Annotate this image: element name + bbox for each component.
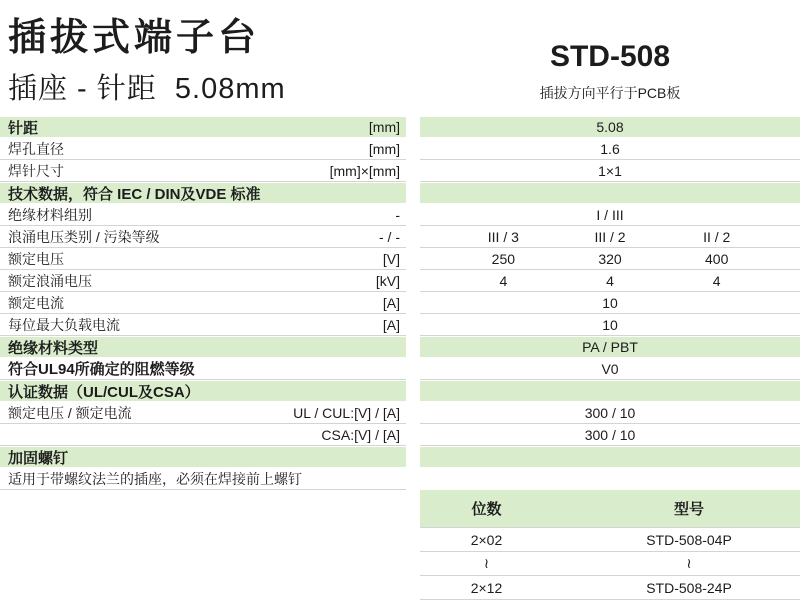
spec-value: III / 2 xyxy=(594,228,626,245)
spec-value-cell xyxy=(420,292,800,314)
spec-value-cell xyxy=(420,447,800,467)
model-table-header-positions: 位数 xyxy=(471,501,502,518)
spec-value-cell xyxy=(420,204,800,226)
spec-label: 额定电压 xyxy=(8,250,64,267)
model-number: STD-508-04P xyxy=(646,531,732,548)
model-positions: 2×02 xyxy=(470,531,503,548)
model-table-row xyxy=(420,528,800,552)
spec-label: 绝缘材料组别 xyxy=(8,206,92,223)
spec-label-cell xyxy=(0,204,406,226)
spec-value: 4 xyxy=(606,272,614,289)
spec-value-cell xyxy=(420,314,800,336)
model-table-row xyxy=(420,576,800,600)
spec-section-technical-data xyxy=(0,182,800,204)
spec-label: 认证数据（UL/CUL及CSA） xyxy=(8,383,200,401)
spec-value-cell xyxy=(420,402,800,424)
spec-value: V0 xyxy=(601,360,619,377)
spec-table xyxy=(0,116,800,490)
spec-label: 额定电流 xyxy=(8,294,64,311)
product-code: STD-508 xyxy=(549,40,671,73)
spec-value: 300 / 10 xyxy=(584,426,636,443)
spec-unit: [kV] xyxy=(375,272,400,289)
spec-value: II / 2 xyxy=(703,228,731,245)
spec-label-cell xyxy=(0,183,406,203)
spec-unit: [mm] xyxy=(368,119,400,135)
spec-value-cell xyxy=(420,117,800,137)
spec-label-cell xyxy=(0,381,406,401)
spec-label-cell xyxy=(0,117,406,137)
spec-label-cell xyxy=(0,160,406,182)
spec-label-cell xyxy=(0,226,406,248)
page-title: 插拔式端子台 xyxy=(8,17,261,59)
spec-unit: [A] xyxy=(382,316,400,333)
spec-label: 适用于带螺纹法兰的插座，必须在焊接前上螺钉 xyxy=(8,470,302,487)
spec-label-cell xyxy=(0,424,406,446)
model-positions: ≀ xyxy=(483,555,490,571)
spec-value: 320 xyxy=(598,250,622,267)
model-table-row-continuation xyxy=(420,552,800,576)
model-table-header-model: 型号 xyxy=(673,501,704,518)
spec-value: III / 3 xyxy=(487,228,519,245)
spec-label: 焊针尺寸 xyxy=(8,162,64,179)
spec-label: 每位最大负载电流 xyxy=(8,316,120,333)
model-number: ≀ xyxy=(686,555,692,571)
spec-row-ul94-rating xyxy=(0,358,800,380)
spec-row-rated-surge-voltage xyxy=(0,270,800,292)
spec-unit: - xyxy=(395,206,400,223)
spec-label-cell xyxy=(0,248,406,270)
spec-row-surge-category xyxy=(0,226,800,248)
spec-value: 300 / 10 xyxy=(584,404,636,421)
spec-unit: [A] xyxy=(382,294,400,311)
spec-label-cell xyxy=(0,337,406,357)
spec-value-cell xyxy=(420,381,800,401)
spec-value-cell xyxy=(420,138,800,160)
spec-row-rated-current xyxy=(0,292,800,314)
spec-row-max-load-current xyxy=(0,314,800,336)
model-table xyxy=(420,490,800,600)
spec-label-cell xyxy=(0,447,406,467)
page-subtitle: 插座 - 针距 5.08mm xyxy=(8,73,286,105)
spec-value: 4 xyxy=(712,272,721,289)
spec-row-csa-rating xyxy=(0,424,800,446)
spec-label-cell xyxy=(0,358,406,380)
spec-row-rated-voltage xyxy=(0,248,800,270)
model-number: STD-508-24P xyxy=(646,579,732,596)
spec-value-cell xyxy=(420,468,800,490)
spec-row-ul-cul-rating xyxy=(0,402,800,424)
spec-unit: - / - xyxy=(379,228,400,245)
spec-value: 400 xyxy=(705,250,729,267)
spec-label: 符合UL94所确定的阻燃等级 xyxy=(8,361,195,378)
spec-row-hole-diameter xyxy=(0,138,800,160)
spec-value: 5.08 xyxy=(596,119,624,135)
spec-label-cell xyxy=(0,402,406,424)
spec-label: 绝缘材料类型 xyxy=(8,339,99,357)
spec-row-pin-size xyxy=(0,160,800,182)
spec-label: 额定电压 / 额定电流 xyxy=(8,404,132,421)
spec-value-cell xyxy=(420,424,800,446)
spec-unit: [mm] xyxy=(368,140,400,157)
product-note: 插拔方向平行于PCB板 xyxy=(539,85,681,101)
spec-unit: CSA:[V] / [A] xyxy=(321,426,400,443)
spec-row-insulation-group xyxy=(0,204,800,226)
spec-value: 4 xyxy=(499,272,508,289)
spec-label: 技术数据，符合 IEC / DIN及VDE 标准 xyxy=(8,185,261,203)
spec-label: 额定浪涌电压 xyxy=(8,272,92,289)
spec-value: PA / PBT xyxy=(582,339,638,355)
spec-label-cell xyxy=(0,138,406,160)
spec-label: 焊孔直径 xyxy=(8,140,64,157)
spec-label: 针距 xyxy=(8,119,39,137)
spec-row-insulation-material xyxy=(0,336,800,358)
spec-unit: UL / CUL:[V] / [A] xyxy=(293,404,400,421)
spec-value-cell xyxy=(420,270,800,292)
model-table-header xyxy=(420,490,800,528)
spec-value-cell xyxy=(420,226,800,248)
spec-section-certification-data xyxy=(0,380,800,402)
spec-section-fixing-screw xyxy=(0,446,800,468)
spec-value: 10 xyxy=(602,294,618,311)
spec-value: 10 xyxy=(602,316,618,333)
spec-unit: [mm]×[mm] xyxy=(329,162,400,179)
model-positions: 2×12 xyxy=(470,579,503,596)
spec-label-cell xyxy=(0,314,406,336)
spec-value-cell xyxy=(420,337,800,357)
spec-value: I / III xyxy=(596,206,624,223)
spec-label-cell xyxy=(0,292,406,314)
spec-label: 浪涌电压类别 / 污染等级 xyxy=(8,228,160,245)
spec-value-cell xyxy=(420,358,800,380)
spec-unit: [V] xyxy=(382,250,400,267)
spec-value-cell xyxy=(420,160,800,182)
spec-label-cell xyxy=(0,270,406,292)
spec-row-fixing-screw-note xyxy=(0,468,800,490)
spec-value: 250 xyxy=(491,250,516,267)
spec-value-cell xyxy=(420,183,800,203)
spec-value-cell xyxy=(420,248,800,270)
spec-label: 加固螺钉 xyxy=(8,449,69,467)
spec-label-cell xyxy=(0,468,406,490)
spec-row-pitch xyxy=(0,116,800,138)
spec-value: 1×1 xyxy=(598,162,622,179)
spec-value: 1.6 xyxy=(600,140,620,157)
